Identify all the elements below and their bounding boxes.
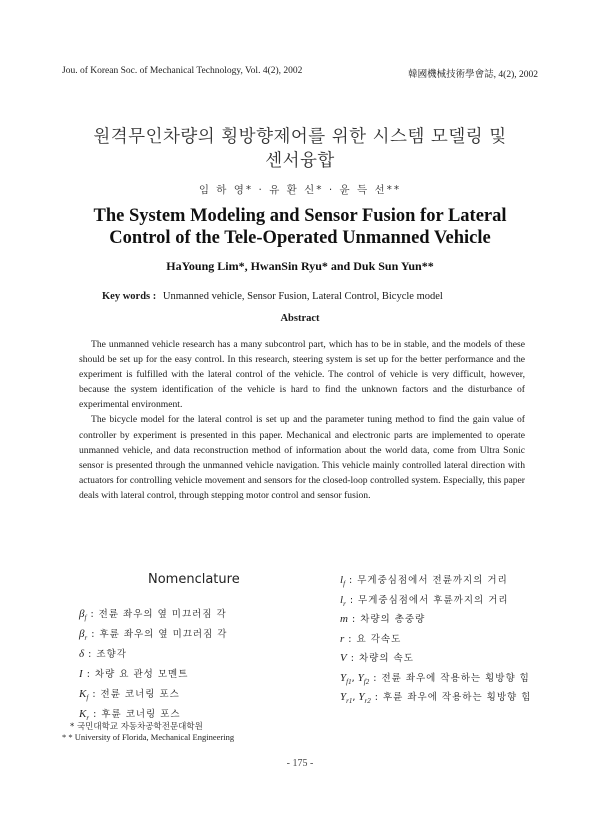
abstract-paragraph-1: The unmanned vehicle research has a many subcontrol part, which has to be in stable, and the models of these should be set up for the easy control. In this research, steering system is set up for the better performance and the experiment is fulfilled with the lateral control of the vehicle. The control of vehicle is very difficult, however, because the system identification of the vehicle is hard to find the unknown factors and the disturbance of experimental environment.	[79, 339, 525, 411]
english-authors: HaYoung Lim*, HwanSin Ryu* and Duk Sun Yun**	[166, 259, 434, 273]
keywords	[102, 291, 443, 302]
nomenclature-item-left-5: $K_f$ : 전륜 코너링 포스	[79, 688, 180, 703]
abstract-heading: Abstract	[280, 313, 320, 324]
keywords-label: Key words :	[102, 291, 157, 302]
footnote-1: * 국민대학교 자동차공학전문대학원	[70, 722, 203, 732]
nomenclature-item-right-1: $l_f$ : 무게중심점에서 전륜까지의 거리	[340, 574, 508, 589]
nomenclature-item-right-2: $l_r$ : 무게중심점에서 후륜까지의 거리	[340, 593, 509, 608]
english-title	[0, 205, 600, 249]
nomenclature-item-left-6: $K_r$ : 후륜 코너링 포스	[79, 708, 181, 723]
nomenclature-item-right-3: m : 차량의 총중량	[340, 613, 426, 625]
nomenclature-item-right-5: V : 차량의 속도	[340, 652, 414, 664]
nomenclature-item-right-6: $Y_{f1}$, $Y_{f2}$ : 전륜 좌우에 작용하는 횡방향 힘	[340, 671, 530, 686]
page-number: - 175 -	[286, 758, 314, 769]
nomenclature-item-left-4: I : 차량 요 관성 모멘트	[79, 668, 189, 680]
nomenclature-item-right-4: r : 요 각속도	[340, 632, 402, 645]
english-title-line2: Control of the Tele-Operated Unmanned Vehicle	[109, 228, 491, 248]
nomenclature-item-right-7: $Y_{r1}$, $Y_{r2}$ : 후륜 좌우에 작용하는 횡방향 힘	[340, 691, 532, 706]
running-header-left: Jou. of Korean Soc. of Mechanical Technology, Vol. 4(2), 2002	[62, 66, 303, 76]
korean-authors: 임 하 영* · 유 환 신* · 윤 득 선**	[198, 184, 402, 196]
abstract-body	[79, 337, 525, 503]
english-title-line1: The System Modeling and Sensor Fusion for Lateral	[93, 206, 507, 226]
nomenclature-item-left-2: $\beta_r$ : 후륜 좌우의 옆 미끄러짐 각	[79, 628, 228, 643]
korean-title-line1: 원격무인차량의 횡방향제어를 위한 시스템 모델링 및	[93, 127, 507, 147]
korean-title-line2: 센서융합	[265, 151, 335, 171]
abstract-paragraph-2: The bicycle model for the lateral control is set up and the parameter tuning method to find the gain value of controller by experiment is presented in this paper. Mechanical and electronic parts are implemented to operate unmanned vehicle, and data reconstruction method of information about the world data, come from Ultra Sonic sensor is presented through the unmanned vehicle navigation. This vehicle mainly controlled lateral direction with actuators for controlling vehicle movement and sensors for the closed-loop controlled system. Especially, this paper deals with lateral control, through stepping motor control and sensor fusion.	[79, 414, 525, 501]
nomenclature-item-left-1: $\beta_f$ : 전륜 좌우의 옆 미끄러짐 각	[79, 608, 227, 623]
footnote-2: * * University of Florida, Mechanical Engineering	[62, 732, 235, 742]
running-header-right: 韓國機械技術學會誌, 4(2), 2002	[408, 70, 538, 80]
nomenclature-title: Nomenclature	[148, 572, 240, 587]
keywords-text: Unmanned vehicle, Sensor Fusion, Lateral Control, Bicycle model	[162, 291, 443, 302]
nomenclature-item-left-3: δ : 조향각	[79, 648, 127, 660]
korean-title	[0, 125, 600, 173]
